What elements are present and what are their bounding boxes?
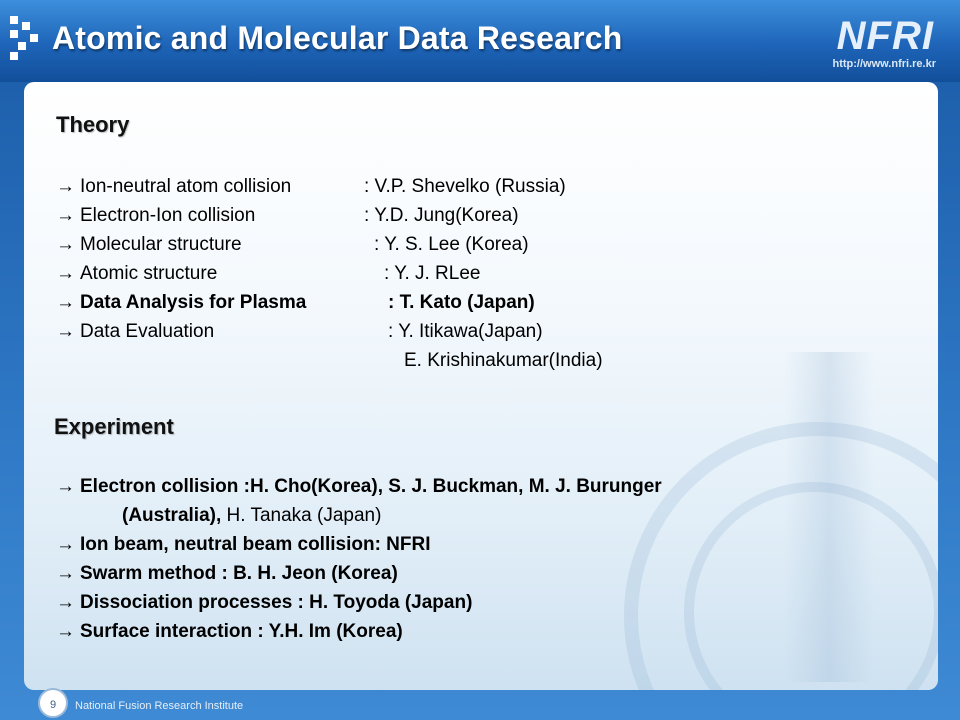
logo-squares-icon [10,16,44,62]
experiment-item: Ion beam, neutral beam collision: NFRI [80,534,431,555]
theory-row [56,321,543,343]
experiment-row [56,592,472,614]
theory-row [56,205,519,227]
content-panel [24,82,938,690]
theory-continuation: E. Krishinakumar(India) [404,350,603,371]
theory-row [56,176,566,198]
arrow-icon: → [56,292,75,313]
theory-heading: Theory [56,112,130,137]
theory-person: : Y. Itikawa(Japan) [388,321,543,342]
theory-person: : Y.D. Jung(Korea) [364,205,519,226]
arrow-icon: → [56,476,75,497]
page-number-badge: 9 [38,688,68,718]
theory-person: : V.P. Shevelko (Russia) [364,176,566,197]
arrow-icon: → [56,534,75,555]
header-bar [0,0,960,82]
arrow-icon: → [56,621,75,642]
arrow-icon: → [56,234,75,255]
arrow-icon: → [56,563,75,584]
arrow-icon: → [56,592,75,613]
experiment-item: Swarm method : B. H. Jeon (Korea) [80,563,398,584]
experiment-row [56,621,403,643]
experiment-item: Dissociation processes : H. Toyoda (Japan) [80,592,473,613]
page-title: Atomic and Molecular Data Research [52,20,623,56]
experiment-row [56,534,431,556]
arrow-icon: → [56,205,75,226]
theory-topic: Data Analysis for Plasma [80,292,307,313]
experiment-continuation [122,505,381,527]
experiment-item: Surface interaction : Y.H. Im (Korea) [80,621,403,642]
theory-row [56,234,529,256]
arrow-icon: → [56,321,75,342]
experiment-row [56,476,662,498]
theory-row [56,263,481,285]
theory-topic: Atomic structure [80,263,218,284]
experiment-continuation-plain: H. Tanaka (Japan) [221,505,382,526]
experiment-row [56,563,398,585]
experiment-heading: Experiment [54,414,174,439]
theory-person: : Y. J. RLee [384,263,481,284]
brand-logo: NFRI [836,14,934,58]
theory-topic: Ion-neutral atom collision [80,176,292,197]
brand-url: http://www.nfri.re.kr [832,58,936,70]
theory-person: : T. Kato (Japan) [388,292,535,313]
theory-person: : Y. S. Lee (Korea) [374,234,529,255]
arrow-icon: → [56,263,75,284]
theory-topic: Molecular structure [80,234,242,255]
theory-topic: Electron-Ion collision [80,205,256,226]
footer-institute: National Fusion Research Institute [75,700,244,712]
theory-row [56,292,535,314]
experiment-continuation-bold: (Australia), [122,505,222,526]
arrow-icon: → [56,176,75,197]
experiment-item: Electron collision :H. Cho(Korea), S. J. Buckman, M. J. Burunger [80,476,662,497]
theory-topic: Data Evaluation [80,321,215,342]
